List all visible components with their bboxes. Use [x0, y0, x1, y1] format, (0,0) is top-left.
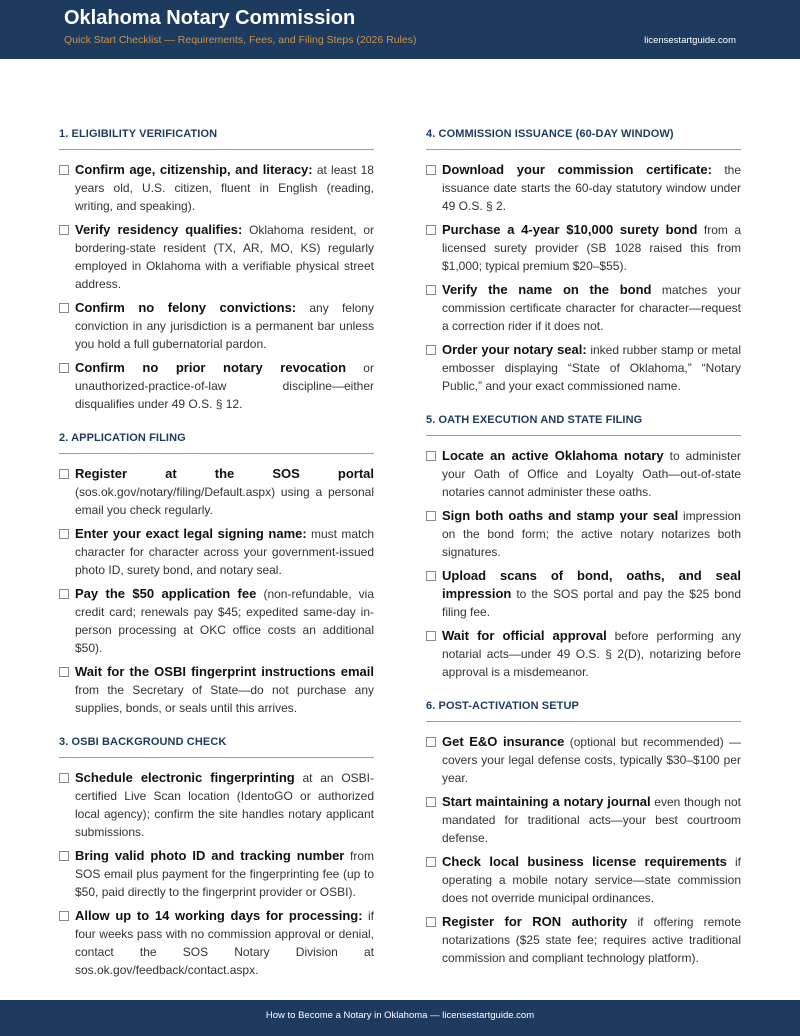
- item-text: if four weeks pass with no commission approval or denial, contact the SOS Notary Division at sos.ok.gov/feedback/contact.aspx.: [75, 909, 374, 977]
- checklist-item: [426, 221, 741, 275]
- checklist-item: [426, 281, 741, 335]
- checkbox[interactable]: [59, 165, 69, 175]
- checklist-item: [59, 769, 374, 841]
- checklist-item: [426, 853, 741, 907]
- checklist-item: [59, 907, 374, 979]
- section-heading: 4. COMMISSION ISSUANCE (60-DAY WINDOW): [426, 122, 741, 150]
- checkbox[interactable]: [59, 589, 69, 599]
- item-text: to the SOS portal and pay the $25 bond filing fee.: [442, 587, 741, 619]
- checklist-item: [426, 341, 741, 395]
- item-text: (sos.ok.gov/notary/filing/Default.aspx) using a personal email you check regularly.: [75, 485, 374, 517]
- item-lead: Confirm no prior notary revocation: [75, 360, 347, 375]
- checkbox[interactable]: [426, 285, 436, 295]
- checkbox[interactable]: [426, 451, 436, 461]
- section-heading: 2. APPLICATION FILING: [59, 426, 374, 454]
- item-text: matches your commission certificate character for character—request a correction rider if it does not.: [442, 283, 741, 333]
- checkbox[interactable]: [426, 225, 436, 235]
- page-title: Oklahoma Notary Commission: [64, 7, 356, 29]
- checkbox[interactable]: [426, 917, 436, 927]
- checklist-item: [59, 465, 374, 519]
- checklist-item: [59, 359, 374, 413]
- checklist-section: [426, 408, 741, 681]
- item-lead: Download your commission certificate:: [442, 162, 712, 177]
- checklist-item: [426, 567, 741, 621]
- item-text: inked rubber stamp or metal embosser displaying “State of Oklahoma,” “Notary Public,” and your exact commissioned name.: [442, 343, 741, 393]
- checklist-item: [426, 733, 741, 787]
- checkbox[interactable]: [59, 851, 69, 861]
- left-column: [59, 122, 374, 992]
- item-lead: Register for RON authority: [442, 914, 628, 929]
- checkbox[interactable]: [59, 469, 69, 479]
- item-lead: Purchase a 4-year $10,000 surety bond: [442, 222, 698, 237]
- checkbox[interactable]: [426, 345, 436, 355]
- checkbox[interactable]: [426, 511, 436, 521]
- site-name: licensestartguide.com: [644, 35, 736, 46]
- checkbox[interactable]: [426, 857, 436, 867]
- checkbox[interactable]: [59, 911, 69, 921]
- checkbox[interactable]: [59, 303, 69, 313]
- item-text: from the Secretary of State—do not purchase any supplies, bonds, or seals until this arrives.: [75, 683, 374, 715]
- item-text: if operating a mobile notary service—state commission does not override municipal ordinances.: [442, 855, 741, 905]
- item-lead: Upload scans of bond, oaths, and seal impression: [442, 568, 741, 601]
- page-footer: [0, 1000, 800, 1036]
- item-lead: Confirm no felony convictions:: [75, 300, 297, 315]
- checkbox[interactable]: [59, 529, 69, 539]
- checklist-item: [426, 447, 741, 501]
- section-heading: 1. ELIGIBILITY VERIFICATION: [59, 122, 374, 150]
- item-lead: Sign both oaths and stamp your seal: [442, 508, 679, 523]
- item-text: any felony conviction in any jurisdiction is a permanent bar unless you hold a full gubernatorial pardon.: [75, 301, 374, 351]
- checklist-item: [426, 793, 741, 847]
- item-lead: Locate an active Oklahoma notary: [442, 448, 664, 463]
- item-lead: Get E&O insurance: [442, 734, 565, 749]
- checklist-item: [426, 913, 741, 967]
- right-column: [426, 122, 741, 980]
- item-text: must match character for character across your government-issued photo ID, surety bond, and notary seal.: [75, 527, 374, 577]
- checkbox[interactable]: [426, 571, 436, 581]
- checklist-item: [59, 299, 374, 353]
- item-lead: Verify residency qualifies:: [75, 222, 243, 237]
- checkbox[interactable]: [59, 225, 69, 235]
- checklist-section: [59, 122, 374, 413]
- page-header: [0, 0, 800, 59]
- item-text: if offering remote notarizations ($25 state fee; requires active traditional commission and compliant technology platform).: [442, 915, 741, 965]
- checklist-item: [59, 161, 374, 215]
- item-lead: Pay the $50 application fee: [75, 586, 257, 601]
- item-text: before performing any notarial acts—under 49 O.S. § 2(D), notarizing before approval is a misdemeanor.: [442, 629, 741, 679]
- checklist-item: [426, 161, 741, 215]
- checklist-section: [426, 694, 741, 967]
- item-text: the issuance date starts the 60-day statutory window under 49 O.S. § 2.: [442, 163, 742, 213]
- item-lead: Start maintaining a notary journal: [442, 794, 651, 809]
- checkbox[interactable]: [59, 773, 69, 783]
- checklist-item: [59, 663, 374, 717]
- checkbox[interactable]: [426, 737, 436, 747]
- checklist-item: [59, 585, 374, 657]
- section-heading: 5. OATH EXECUTION AND STATE FILING: [426, 408, 741, 436]
- checklist-item: [426, 627, 741, 681]
- section-heading: 6. POST-ACTIVATION SETUP: [426, 694, 741, 722]
- item-text: from a licensed surety provider (SB 1028 raised this from $1,000; typical premium $20–$55).: [442, 223, 742, 273]
- item-lead: Schedule electronic fingerprinting: [75, 770, 295, 785]
- checkbox[interactable]: [426, 797, 436, 807]
- item-lead: Allow up to 14 working days for processing:: [75, 908, 363, 923]
- item-text: (optional but recommended) — covers your legal defense costs, typically $30–$100 per year.: [442, 735, 741, 785]
- checkbox[interactable]: [59, 667, 69, 677]
- item-lead: Order your notary seal:: [442, 342, 587, 357]
- page-subtitle: Quick Start Checklist — Requirements, Fees, and Filing Steps (2026 Rules): [64, 34, 417, 46]
- item-lead: Enter your exact legal signing name:: [75, 526, 307, 541]
- item-lead: Bring valid photo ID and tracking number: [75, 848, 345, 863]
- item-lead: Verify the name on the bond: [442, 282, 652, 297]
- item-lead: Confirm age, citizenship, and literacy:: [75, 162, 313, 177]
- checklist-item: [426, 507, 741, 561]
- item-text: impression on the bond form; the active notary notarizes both signatures.: [442, 509, 741, 559]
- item-text: Oklahoma resident, or bordering-state resident (TX, AR, MO, KS) regularly employed in Oklahoma with a verifiable physical street address.: [75, 223, 375, 291]
- item-text: (non-refundable, via credit card; renewals pay $45; expedited same-day in-person processing at OKC office costs an additional $50).: [75, 587, 374, 655]
- item-lead: Check local business license requirements: [442, 854, 727, 869]
- item-text: from SOS email plus payment for the fingerprinting fee (up to $50, paid directly to the fingerprint provider or OSBI).: [75, 849, 374, 899]
- item-lead: Wait for the OSBI fingerprint instructions email: [75, 664, 374, 679]
- item-lead: Register at the SOS portal: [75, 466, 374, 481]
- checklist-section: [59, 730, 374, 979]
- item-lead: Wait for official approval: [442, 628, 607, 643]
- checklist-item: [59, 847, 374, 901]
- item-text: to administer your Oath of Office and Loyalty Oath—out-of-state notaries cannot administer these oaths.: [442, 449, 742, 499]
- checklist-item: [59, 525, 374, 579]
- checklist-section: [426, 122, 741, 395]
- item-text: at least 18 years old, U.S. citizen, fluent in English (reading, writing, and speaking).: [75, 163, 374, 213]
- item-text: at an OSBI-certified Live Scan location (IdentoGO or authorized local agency); confirm the site handles notary applicant submissions.: [75, 771, 375, 839]
- checkbox[interactable]: [59, 363, 69, 373]
- section-heading: 3. OSBI BACKGROUND CHECK: [59, 730, 374, 758]
- checklist-item: [59, 221, 374, 293]
- checklist-section: [59, 426, 374, 717]
- item-text: or unauthorized-practice-of-law discipline—either disqualifies under 49 O.S. § 12.: [75, 361, 374, 411]
- item-text: even though not mandated for traditional acts—your best courtroom defense.: [442, 795, 741, 845]
- checkbox[interactable]: [426, 631, 436, 641]
- checkbox[interactable]: [426, 165, 436, 175]
- footer-text: How to Become a Notary in Oklahoma — licensestartguide.com: [265, 1010, 535, 1021]
